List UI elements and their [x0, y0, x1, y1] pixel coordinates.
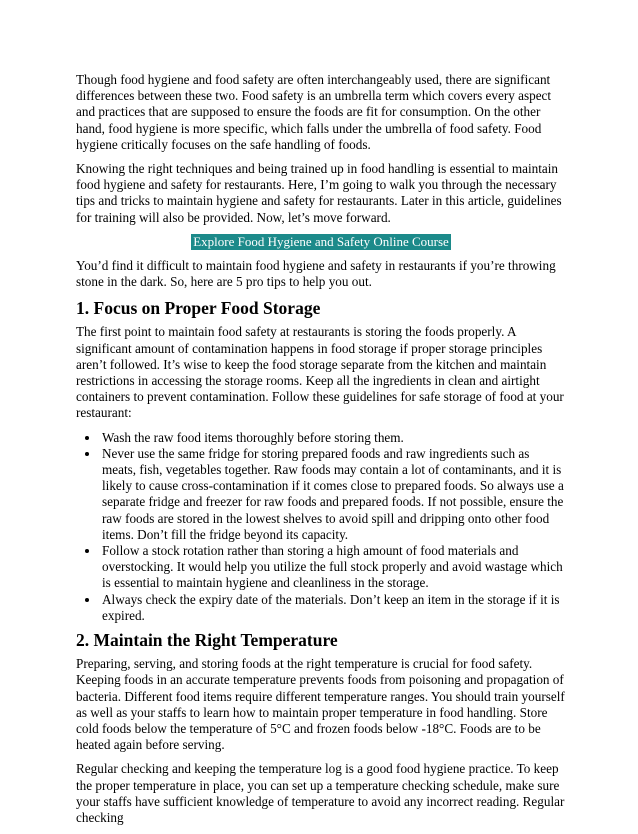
section-1-paragraph: The first point to maintain food safety at restaurants is storing the foods properly. A significant amount of contamination happens in food storage if proper storage principles aren’t followed. It’s wise to keep the food storage separate from the kitchen and maintain restrictions in accessing the storage rooms. Keep all the ingredients in clean and airtight containers to prevent contamination. Follow these guidelines for safe storage of food at your restaurant:	[76, 324, 564, 421]
intro-paragraph-3: You’d find it difficult to maintain food hygiene and safety in restaurants if you’re throwing stone in the dark. So, here are 5 pro tips to help you out.	[76, 258, 556, 290]
explore-course-link[interactable]: Explore Food Hygiene and Safety Online Course	[193, 233, 449, 249]
section-2-heading: 2. Maintain the Right Temperature	[76, 630, 338, 651]
list-item: • Always check the expiry date of the materials. Don’t keep an item in the storage if it is expired.	[100, 592, 566, 624]
storage-guidelines-list	[76, 430, 566, 624]
section-2-paragraph-1: Preparing, serving, and storing foods at the right temperature is crucial for food safety. Keeping foods in an accurate temperature prevents foods from poisoning and propagation of bacteria. Different food items require different temperature ranges. You should train yourself as well as your staffs to learn how to maintain proper temperature in food handling. Store cold foods below the temperature of 5°C and frozen foods below -18°C. Foods are to be heated again before serving.	[76, 656, 565, 753]
intro-paragraph-2: Knowing the right techniques and being trained up in food handling is essential to maintain food hygiene and safety for restaurants. Here, I’m going to walk you through the necessary tips and tricks to maintain hygiene and safety for restaurants. Later in this article, guidelines for training will also be provided. Now, let’s move forward.	[76, 161, 562, 225]
list-item: • Never use the same fridge for storing prepared foods and raw ingredients such as meats, fish, vegetables together. Raw foods may contain a lot of contaminants, and it is likely to cause cross-contamination if it comes close to prepared foods. So always use a separate fridge and freezer for raw foods and prepared foods. If not possible, ensure the raw foods are stored in the lowest shelves to avoid spill and dripping onto other food items. Don’t fill the fridge beyond its capacity.	[100, 446, 566, 543]
section-2-paragraph-2: Regular checking and keeping the temperature log is a good food hygiene practice. To keep the proper temperature in place, you can set up a temperature checking schedule, make sure your staffs have sufficient knowledge of temperature to avoid any incorrect reading. Regular checking	[76, 761, 565, 825]
article-page	[76, 72, 566, 834]
intro-paragraph-1: Though food hygiene and food safety are often interchangeably used, there are significant differences between these two. Food safety is an umbrella term which covers every aspect and practices that are supposed to ensure the foods are fit for consumption. On the other hand, food hygiene is more specific, which falls under the umbrella of food safety. Food hygiene critically focuses on the safe handling of foods.	[76, 72, 552, 152]
list-item: • Wash the raw food items thoroughly before storing them.	[100, 430, 566, 446]
list-item: • Follow a stock rotation rather than storing a high amount of food materials and overstocking. It would help you utilize the full stock properly and avoid wastage which is essential to maintain hygiene and cleanliness in the storage.	[100, 543, 566, 592]
section-1-heading: 1. Focus on Proper Food Storage	[76, 298, 321, 319]
cta-container	[76, 234, 566, 250]
